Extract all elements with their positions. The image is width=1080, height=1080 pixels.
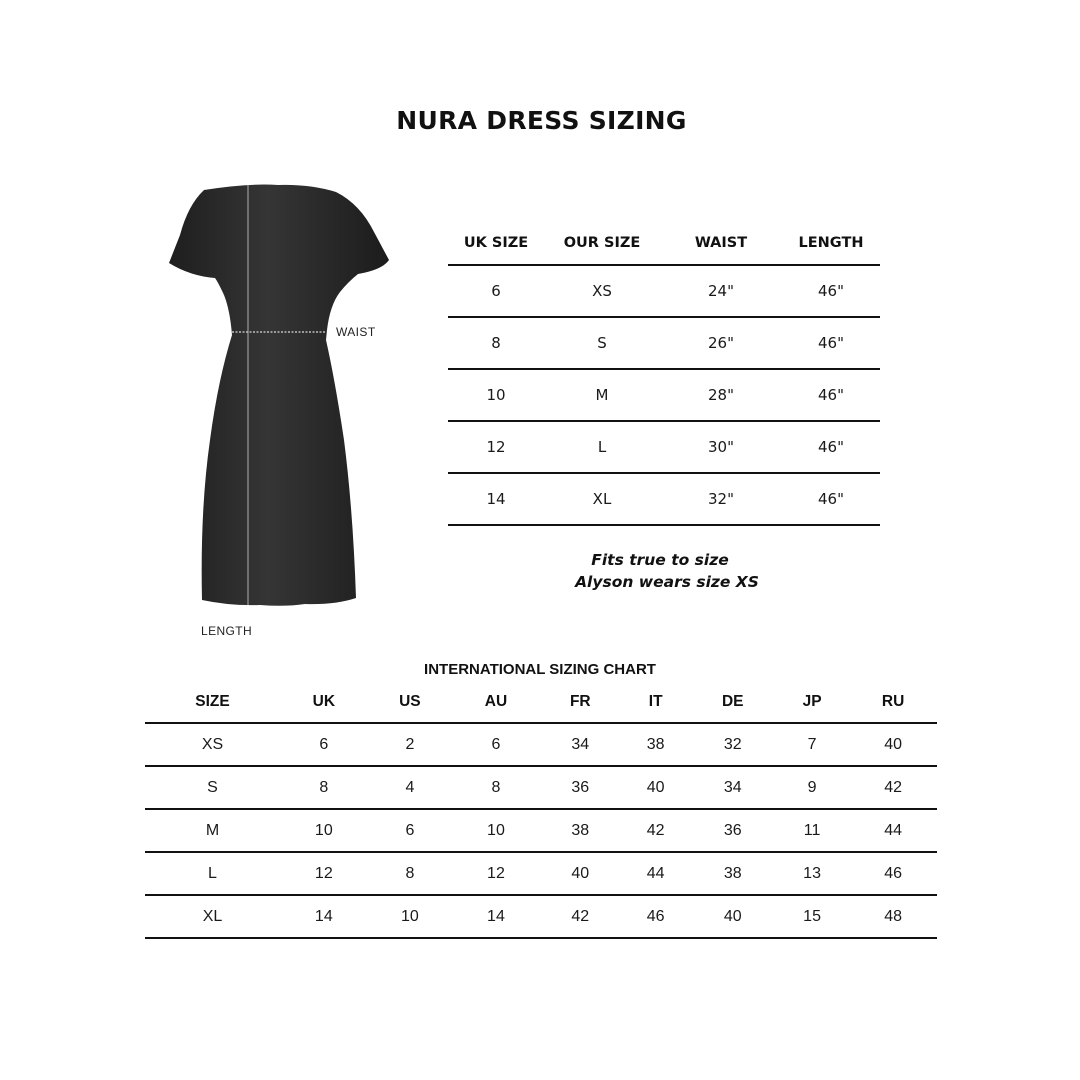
intl-header-jp: JP xyxy=(775,681,849,723)
uk-size-cell: 12 xyxy=(448,421,544,473)
intl-header-de: DE xyxy=(691,681,775,723)
size-table-row xyxy=(448,317,880,369)
intl-cell-us: 8 xyxy=(368,852,452,895)
intl-cell-size: L xyxy=(145,852,280,895)
intl-header-au: AU xyxy=(452,681,540,723)
intl-cell-it: 42 xyxy=(621,809,691,852)
intl-cell-jp: 9 xyxy=(775,766,849,809)
length-cell: 46" xyxy=(782,369,880,421)
intl-cell-it: 46 xyxy=(621,895,691,938)
intl-header-ru: RU xyxy=(849,681,937,723)
intl-cell-ru: 44 xyxy=(849,809,937,852)
intl-cell-fr: 36 xyxy=(540,766,621,809)
fit-note: Fits true to size xyxy=(591,551,729,569)
size-table-header-row xyxy=(448,222,880,265)
intl-header-fr: FR xyxy=(540,681,621,723)
intl-cell-ru: 46 xyxy=(849,852,937,895)
intl-header-it: IT xyxy=(621,681,691,723)
intl-cell-uk: 8 xyxy=(280,766,368,809)
our-size-cell: XS xyxy=(544,265,660,317)
length-cell: 46" xyxy=(782,265,880,317)
intl-cell-jp: 7 xyxy=(775,723,849,766)
waist-cell: 28" xyxy=(660,369,782,421)
dress-body xyxy=(169,185,389,606)
size-table xyxy=(448,222,880,526)
intl-cell-uk: 6 xyxy=(280,723,368,766)
intl-cell-jp: 13 xyxy=(775,852,849,895)
header-our-size: OUR SIZE xyxy=(544,222,660,265)
intl-cell-us: 4 xyxy=(368,766,452,809)
intl-cell-it: 44 xyxy=(621,852,691,895)
intl-cell-de: 36 xyxy=(691,809,775,852)
model-note: Alyson wears size XS xyxy=(575,573,759,591)
intl-cell-jp: 11 xyxy=(775,809,849,852)
intl-cell-uk: 10 xyxy=(280,809,368,852)
length-cell: 46" xyxy=(782,317,880,369)
our-size-cell: M xyxy=(544,369,660,421)
intl-cell-au: 8 xyxy=(452,766,540,809)
size-table-row xyxy=(448,473,880,525)
intl-cell-us: 2 xyxy=(368,723,452,766)
dress-illustration xyxy=(160,180,400,650)
waist-cell: 24" xyxy=(660,265,782,317)
intl-table-row xyxy=(145,809,937,852)
length-label: LENGTH xyxy=(201,624,253,638)
header-length: LENGTH xyxy=(782,222,880,265)
intl-cell-de: 38 xyxy=(691,852,775,895)
intl-cell-uk: 12 xyxy=(280,852,368,895)
intl-cell-it: 38 xyxy=(621,723,691,766)
dress-diagram xyxy=(160,180,400,650)
intl-cell-ru: 48 xyxy=(849,895,937,938)
size-table-row xyxy=(448,421,880,473)
uk-size-cell: 8 xyxy=(448,317,544,369)
intl-header-us: US xyxy=(368,681,452,723)
intl-cell-de: 34 xyxy=(691,766,775,809)
intl-cell-fr: 38 xyxy=(540,809,621,852)
intl-table-row xyxy=(145,766,937,809)
international-sizing-table xyxy=(145,681,937,939)
our-size-cell: XL xyxy=(544,473,660,525)
intl-cell-us: 10 xyxy=(368,895,452,938)
page-title: NURA DRESS SIZING xyxy=(396,106,687,135)
intl-header-uk: UK xyxy=(280,681,368,723)
intl-cell-de: 40 xyxy=(691,895,775,938)
intl-cell-jp: 15 xyxy=(775,895,849,938)
length-cell: 46" xyxy=(782,421,880,473)
our-size-cell: S xyxy=(544,317,660,369)
our-size-cell: L xyxy=(544,421,660,473)
international-chart-title: INTERNATIONAL SIZING CHART xyxy=(424,661,656,678)
intl-cell-us: 6 xyxy=(368,809,452,852)
intl-cell-size: XL xyxy=(145,895,280,938)
waist-cell: 26" xyxy=(660,317,782,369)
length-cell: 46" xyxy=(782,473,880,525)
intl-cell-au: 10 xyxy=(452,809,540,852)
size-table-row xyxy=(448,369,880,421)
intl-header-row xyxy=(145,681,937,723)
intl-cell-de: 32 xyxy=(691,723,775,766)
intl-cell-ru: 40 xyxy=(849,723,937,766)
uk-size-cell: 10 xyxy=(448,369,544,421)
intl-cell-size: XS xyxy=(145,723,280,766)
intl-cell-ru: 42 xyxy=(849,766,937,809)
intl-cell-size: S xyxy=(145,766,280,809)
header-uk-size: UK SIZE xyxy=(448,222,544,265)
intl-cell-au: 12 xyxy=(452,852,540,895)
waist-cell: 32" xyxy=(660,473,782,525)
intl-cell-au: 14 xyxy=(452,895,540,938)
intl-table-row xyxy=(145,852,937,895)
intl-cell-it: 40 xyxy=(621,766,691,809)
intl-cell-uk: 14 xyxy=(280,895,368,938)
intl-cell-fr: 34 xyxy=(540,723,621,766)
uk-size-cell: 14 xyxy=(448,473,544,525)
intl-header-size: SIZE xyxy=(145,681,280,723)
intl-cell-au: 6 xyxy=(452,723,540,766)
size-table-row xyxy=(448,265,880,317)
waist-label: WAIST xyxy=(336,325,376,339)
intl-cell-fr: 40 xyxy=(540,852,621,895)
intl-table-row xyxy=(145,895,937,938)
waist-cell: 30" xyxy=(660,421,782,473)
uk-size-cell: 6 xyxy=(448,265,544,317)
intl-cell-fr: 42 xyxy=(540,895,621,938)
intl-cell-size: M xyxy=(145,809,280,852)
header-waist: WAIST xyxy=(660,222,782,265)
intl-table-row xyxy=(145,723,937,766)
